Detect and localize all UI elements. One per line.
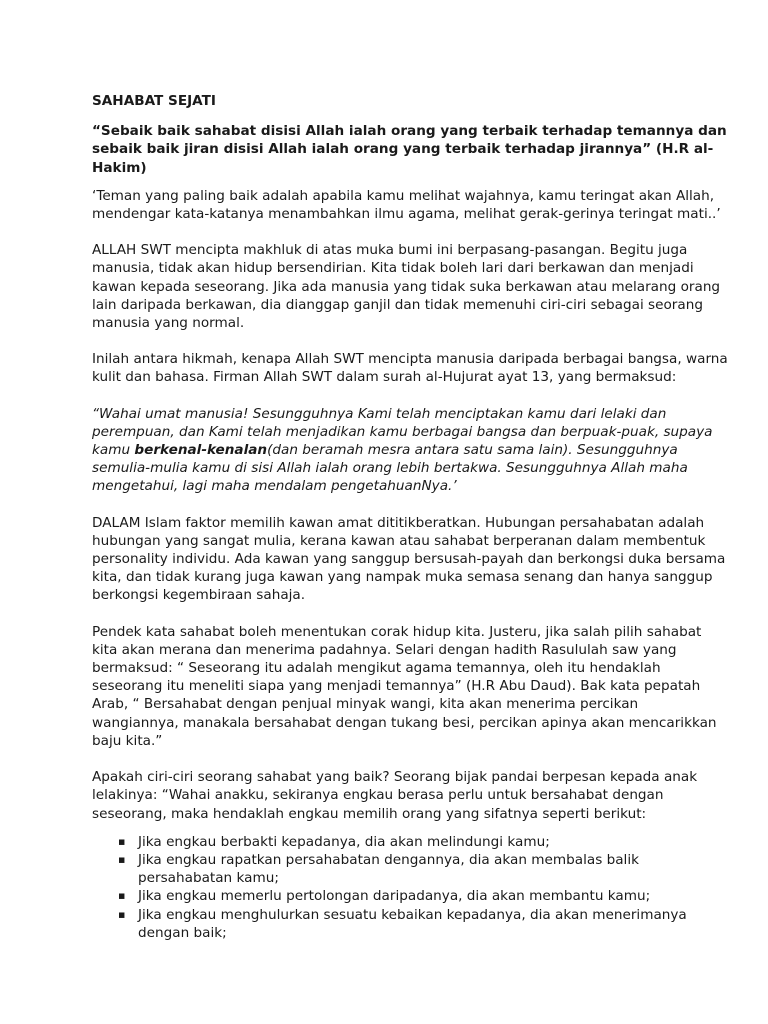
traits-list (92, 833, 728, 942)
list-item (92, 851, 728, 887)
quote-emphasis: berkenal-kenalan (134, 442, 268, 459)
quote-text-before: “Wahai umat manusia! Sesungguhnya Kami telah menciptakan kamu dari lelaki dan perempuan, dan Kami telah menjadikan kamu berbagai bangsa dan berpuak-puak, supaya kamu (92, 405, 713, 459)
paragraph-teman: ‘Teman yang paling baik adalah apabila kamu melihat wajahnya, kamu teringat akan Allah, mendengar kata-katanya menambahkan ilmu agama, melihat gerak-gerinya teringat mati..’ (92, 187, 721, 223)
bullet-icon: ▪ (118, 834, 126, 848)
paragraph-ciri-ciri: Apakah ciri-ciri seorang sahabat yang baik? Seorang bijak pandai berpesan kepada anak lelakinya: “Wahai anakku, sekiranya engkau berasa perlu untuk bersahabat dengan seseorang, maka hendaklah engkau memilih orang yang sifatnya seperti berikut: (92, 769, 698, 822)
list-item (92, 906, 728, 942)
bullet-icon: ▪ (118, 889, 126, 903)
bullet-icon: ▪ (118, 907, 126, 921)
list-item-text: Jika engkau berbakti kepadanya, dia akan melindungi kamu; (138, 833, 550, 850)
hadith-quote: “Sebaik baik sahabat disisi Allah ialah orang yang terbaik terhadap temannya dan sebaik baik jiran disisi Allah ialah orang yang terbaik terhadap jirannya” (H.R al-Hakim) (92, 123, 727, 176)
list-item (92, 887, 728, 905)
list-item-text: Jika engkau rapatkan persahabatan dengannya, dia akan membalas balik persahabatan kamu; (138, 851, 639, 887)
list-item-text: Jika engkau memerlu pertolongan daripadanya, dia akan membantu kamu; (138, 888, 651, 905)
quran-quote (92, 405, 728, 496)
list-item-text: Jika engkau menghulurkan sesuatu kebaikan kepadanya, dia akan menerimanya dengan baik; (138, 906, 687, 941)
paragraph-dalam-islam: DALAM Islam faktor memilih kawan amat dititikberatkan. Hubungan persahabatan adalah hubungan yang sangat mulia, kerana kawan atau sahabat berperanan dalam membentuk personality individu. Ada kawan yang sanggup bersusah-payah dan berkongsi duka bersama kita, dan tidak kurang juga kawan yang nampak muka semasa senang dan hanya sanggup berkongsi kegembiraan sahaja. (92, 514, 726, 604)
paragraph-pendek-kata: Pendek kata sahabat boleh menentukan corak hidup kita. Justeru, jika salah pilih sahabat kita akan merana dan menerima padahnya. Selari dengan hadith Rasululah saw yang bermaksud: “ Seseorang itu adalah mengikut agama temannya, oleh itu hendaklah seseorang itu meneliti siapa yang menjadi temannya” (H.R Abu Daud). Bak kata pepatah Arab, “ Bersahabat dengan penjual minyak wangi, kita akan menerima percikan wangiannya, manakala bersahabat dengan tukang besi, percikan apinya akan mencarikkan baju kita.” (92, 623, 717, 749)
bullet-icon: ▪ (118, 852, 126, 866)
list-item (92, 833, 728, 851)
paragraph-hikmah: Inilah antara hikmah, kenapa Allah SWT mencipta manusia daripada berbagai bangsa, warna kulit dan bahasa. Firman Allah SWT dalam surah al-Hujurat ayat 13, yang bermaksud: (92, 351, 728, 386)
document-title: SAHABAT SEJATI (92, 93, 216, 109)
paragraph-allah-mencipta: ALLAH SWT mencipta makhluk di atas muka bumi ini berpasang-pasangan. Begitu juga manusia, tidak akan hidup bersendirian. Kita tidak boleh lari dari berkawan dan menjadi kawan kepada seseorang. Jika ada manusia yang tidak suka berkawan atau melarang orang lain daripada berkawan, dia dianggap ganjil dan tidak memenuhi ciri-ciri sebagai seorang manusia yang normal. (92, 242, 721, 332)
quote-text-after: (dan beramah mesra antara satu sama lain). Sesungguhnya semulia-mulia kamu di sisi Allah ialah orang lebih bertakwa. Sesungguhnya Allah maha mengetahui, lagi maha mendalam pengetahuanNya.’ (92, 442, 688, 495)
